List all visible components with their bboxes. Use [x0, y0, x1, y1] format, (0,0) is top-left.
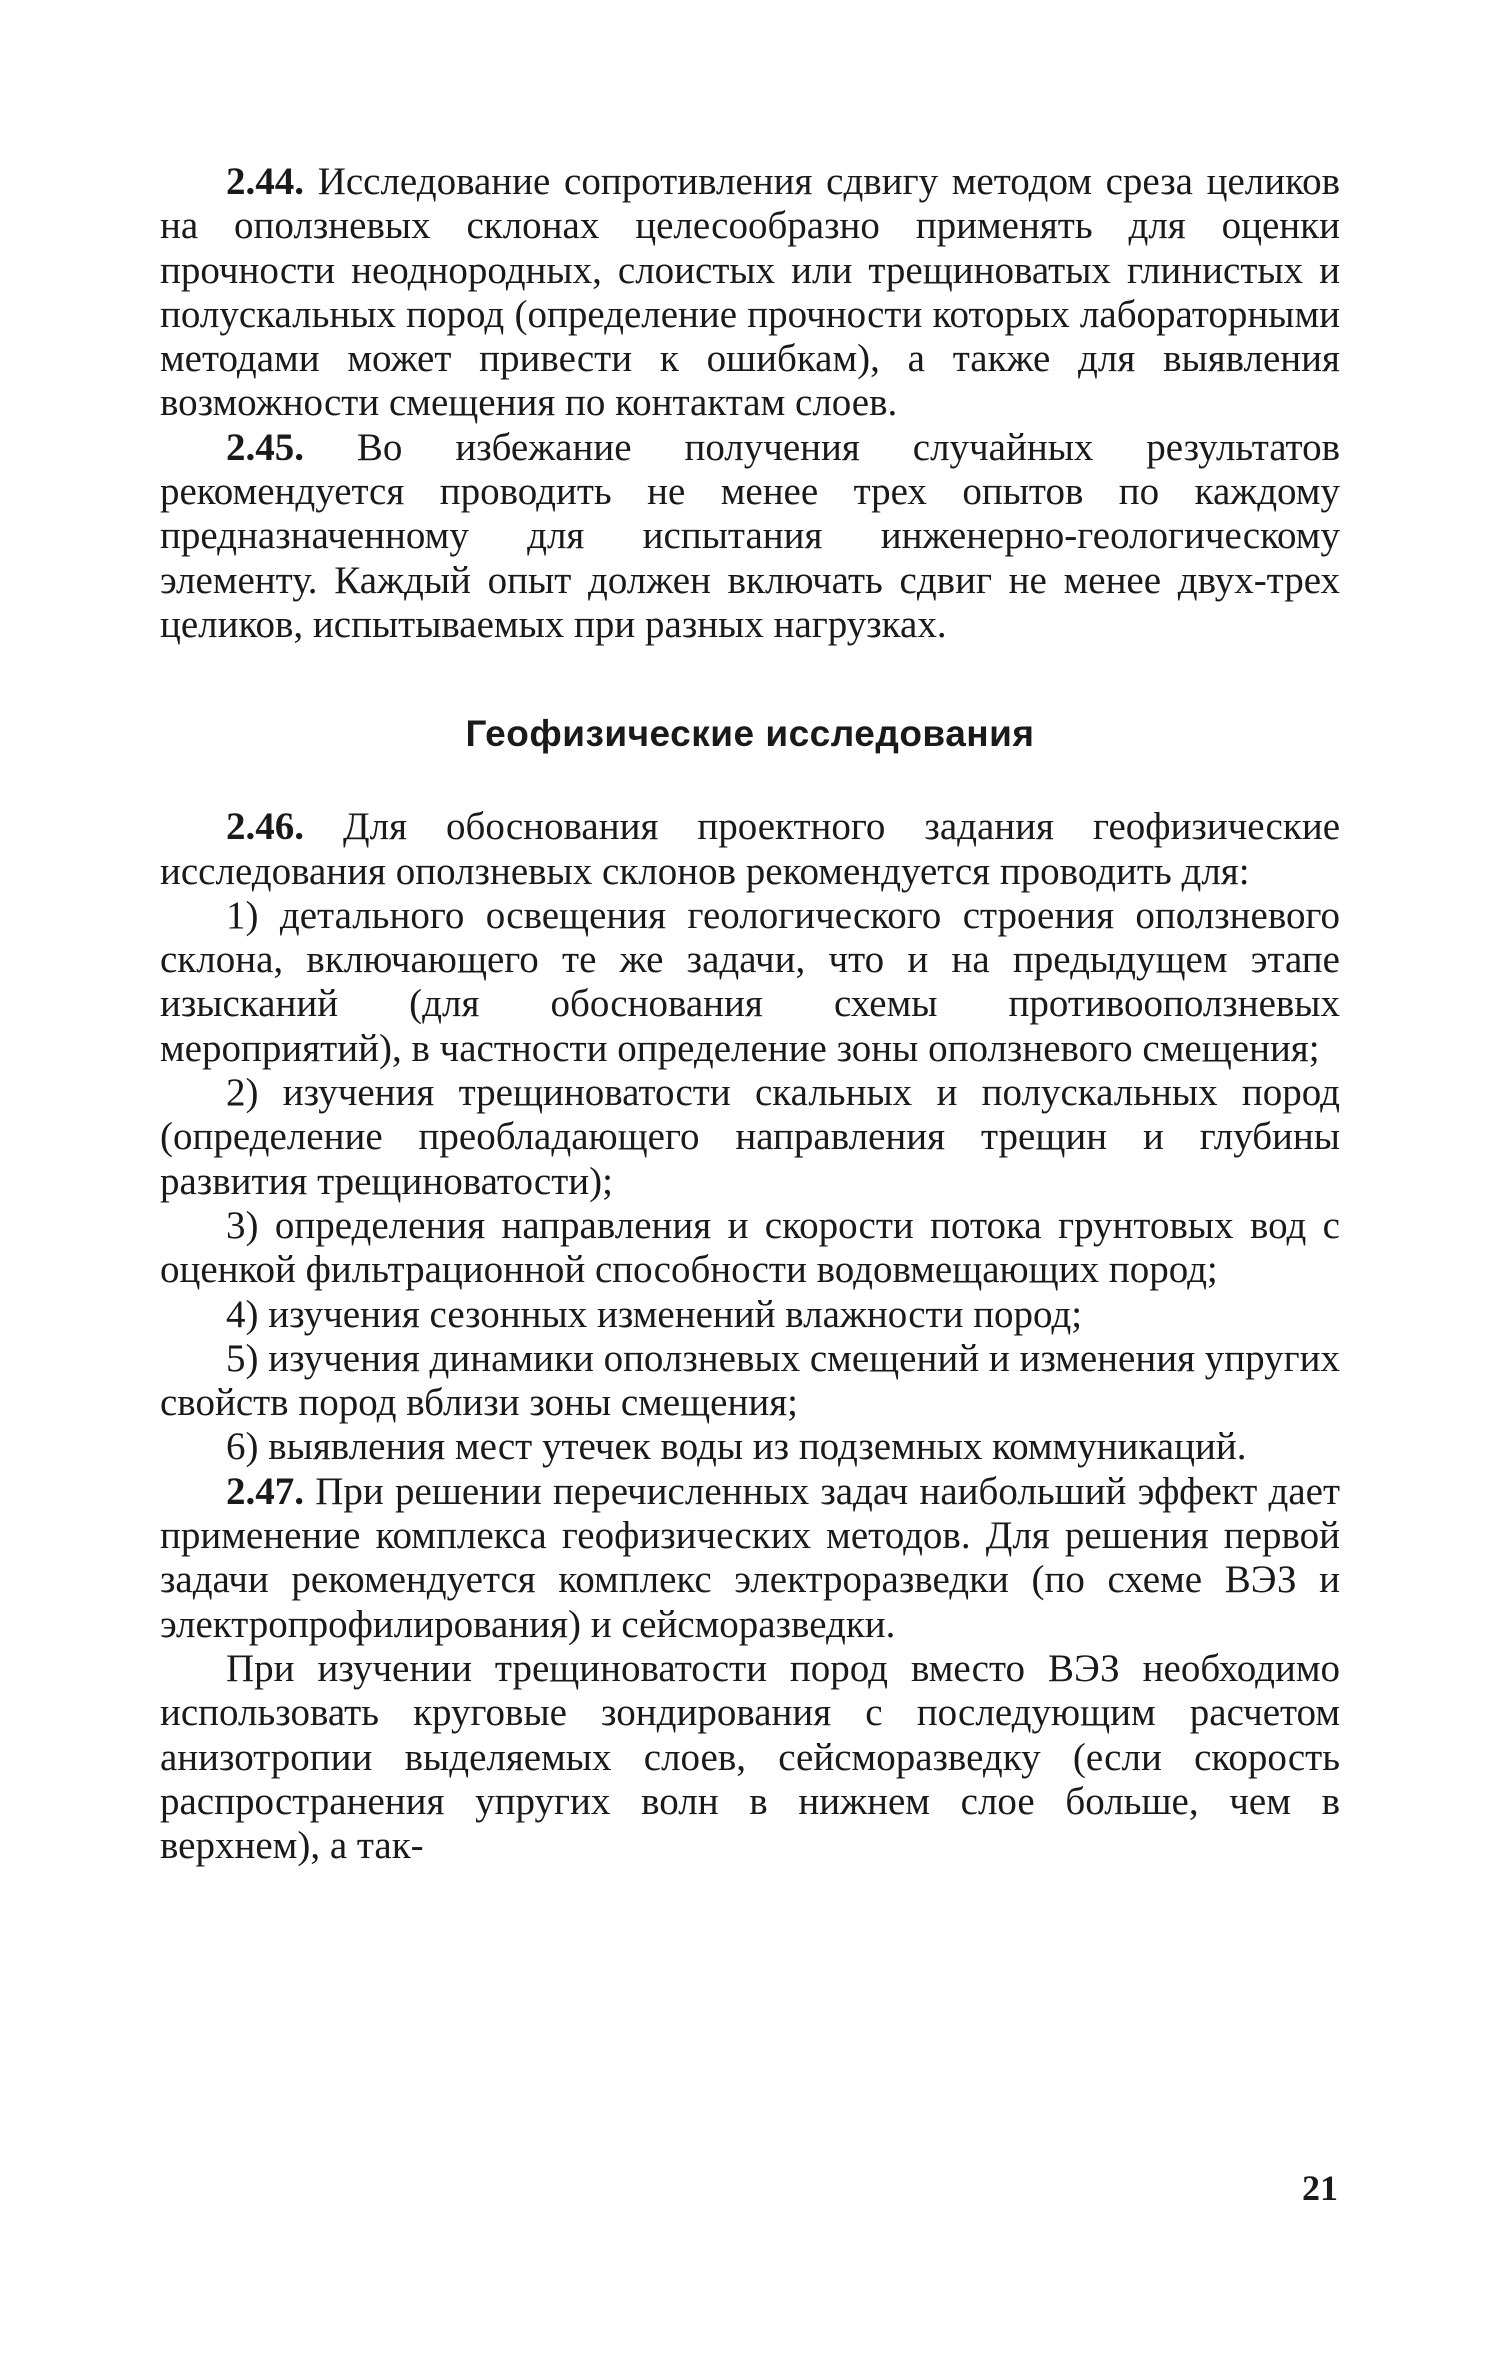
paragraph-number: 2.47.	[226, 1469, 304, 1513]
list-item-6: 6) выявления мест утечек воды из подземных коммуникаций.	[226, 1425, 1247, 1469]
paragraph-2-44	[160, 160, 1340, 426]
paragraph-text: При решении перечисленных задач наибольший эффект дает применение комплекса геофизических методов. Для решения первой задачи рекомендуется комплекс электроразведки (по схеме ВЭЗ и электропрофилирования) и сейсморазведки.	[160, 1469, 1340, 1646]
paragraph-2-46	[160, 805, 1340, 894]
paragraph-text: Исследование сопротивления сдвигу методом среза целиков на оползневых склонах целесообразно применять для оценки прочности неоднородных, слоистых или трещиноватых глинистых и полускальных пород (определение прочности которых лабораторными методами может привести к ошибкам), а также для выявления возможности смещения по контактам слоев.	[160, 160, 1340, 425]
paragraph-number: 2.44.	[226, 160, 304, 203]
page-number: 21	[1302, 2168, 1338, 2208]
list-item-2: 2) изучения трещиноватости скальных и полускальных пород (определение преобладающего направления трещин и глубины развития трещиноватости);	[160, 1071, 1340, 1203]
paragraph-number: 2.45.	[226, 425, 304, 469]
list-item-1: 1) детального освещения геологического строения оползневого склона, включающего те же задачи, что и на предыдущем этапе изысканий (для обоснования схемы противооползневых мероприятий), в частности определение зоны оползневого смещения;	[160, 893, 1340, 1070]
paragraph-2-47	[160, 1470, 1340, 1647]
paragraph-text: Для обоснования проектного задания геофизические исследования оползневых склонов рекомендуется проводить для:	[160, 805, 1341, 893]
paragraph-number: 2.46.	[226, 805, 304, 849]
list-item-5: 5) изучения динамики оползневых смещений и изменения упругих свойств пород вблизи зоны смещения;	[160, 1336, 1341, 1425]
document-body	[160, 160, 1340, 1868]
list-item-3: 3) определения направления и скорости потока грунтовых вод с оценкой фильтрационной способности водовмещающих пород;	[160, 1203, 1340, 1292]
paragraph-continuation: При изучении трещиноватости пород вместо ВЭЗ необходимо использовать круговые зондирования с последующим расчетом анизотропии выделяемых слоев, сейсморазведку (если скорость распространения упругих волн в нижнем слое больше, чем в верхнем), а так-	[160, 1646, 1340, 1868]
paragraph-2-45	[160, 426, 1340, 647]
list-item-4: 4) изучения сезонных изменений влажности пород;	[226, 1292, 1083, 1336]
paragraph-text: Во избежание получения случайных результатов рекомендуется проводить не менее трех опытов по каждому предназначенному для испытания инженерно-геологическому элементу. Каждый опыт должен включать сдвиг не менее двух-трех целиков, испытываемых при разных нагрузках.	[160, 425, 1340, 646]
section-heading: Геофизические исследования	[465, 713, 1035, 755]
